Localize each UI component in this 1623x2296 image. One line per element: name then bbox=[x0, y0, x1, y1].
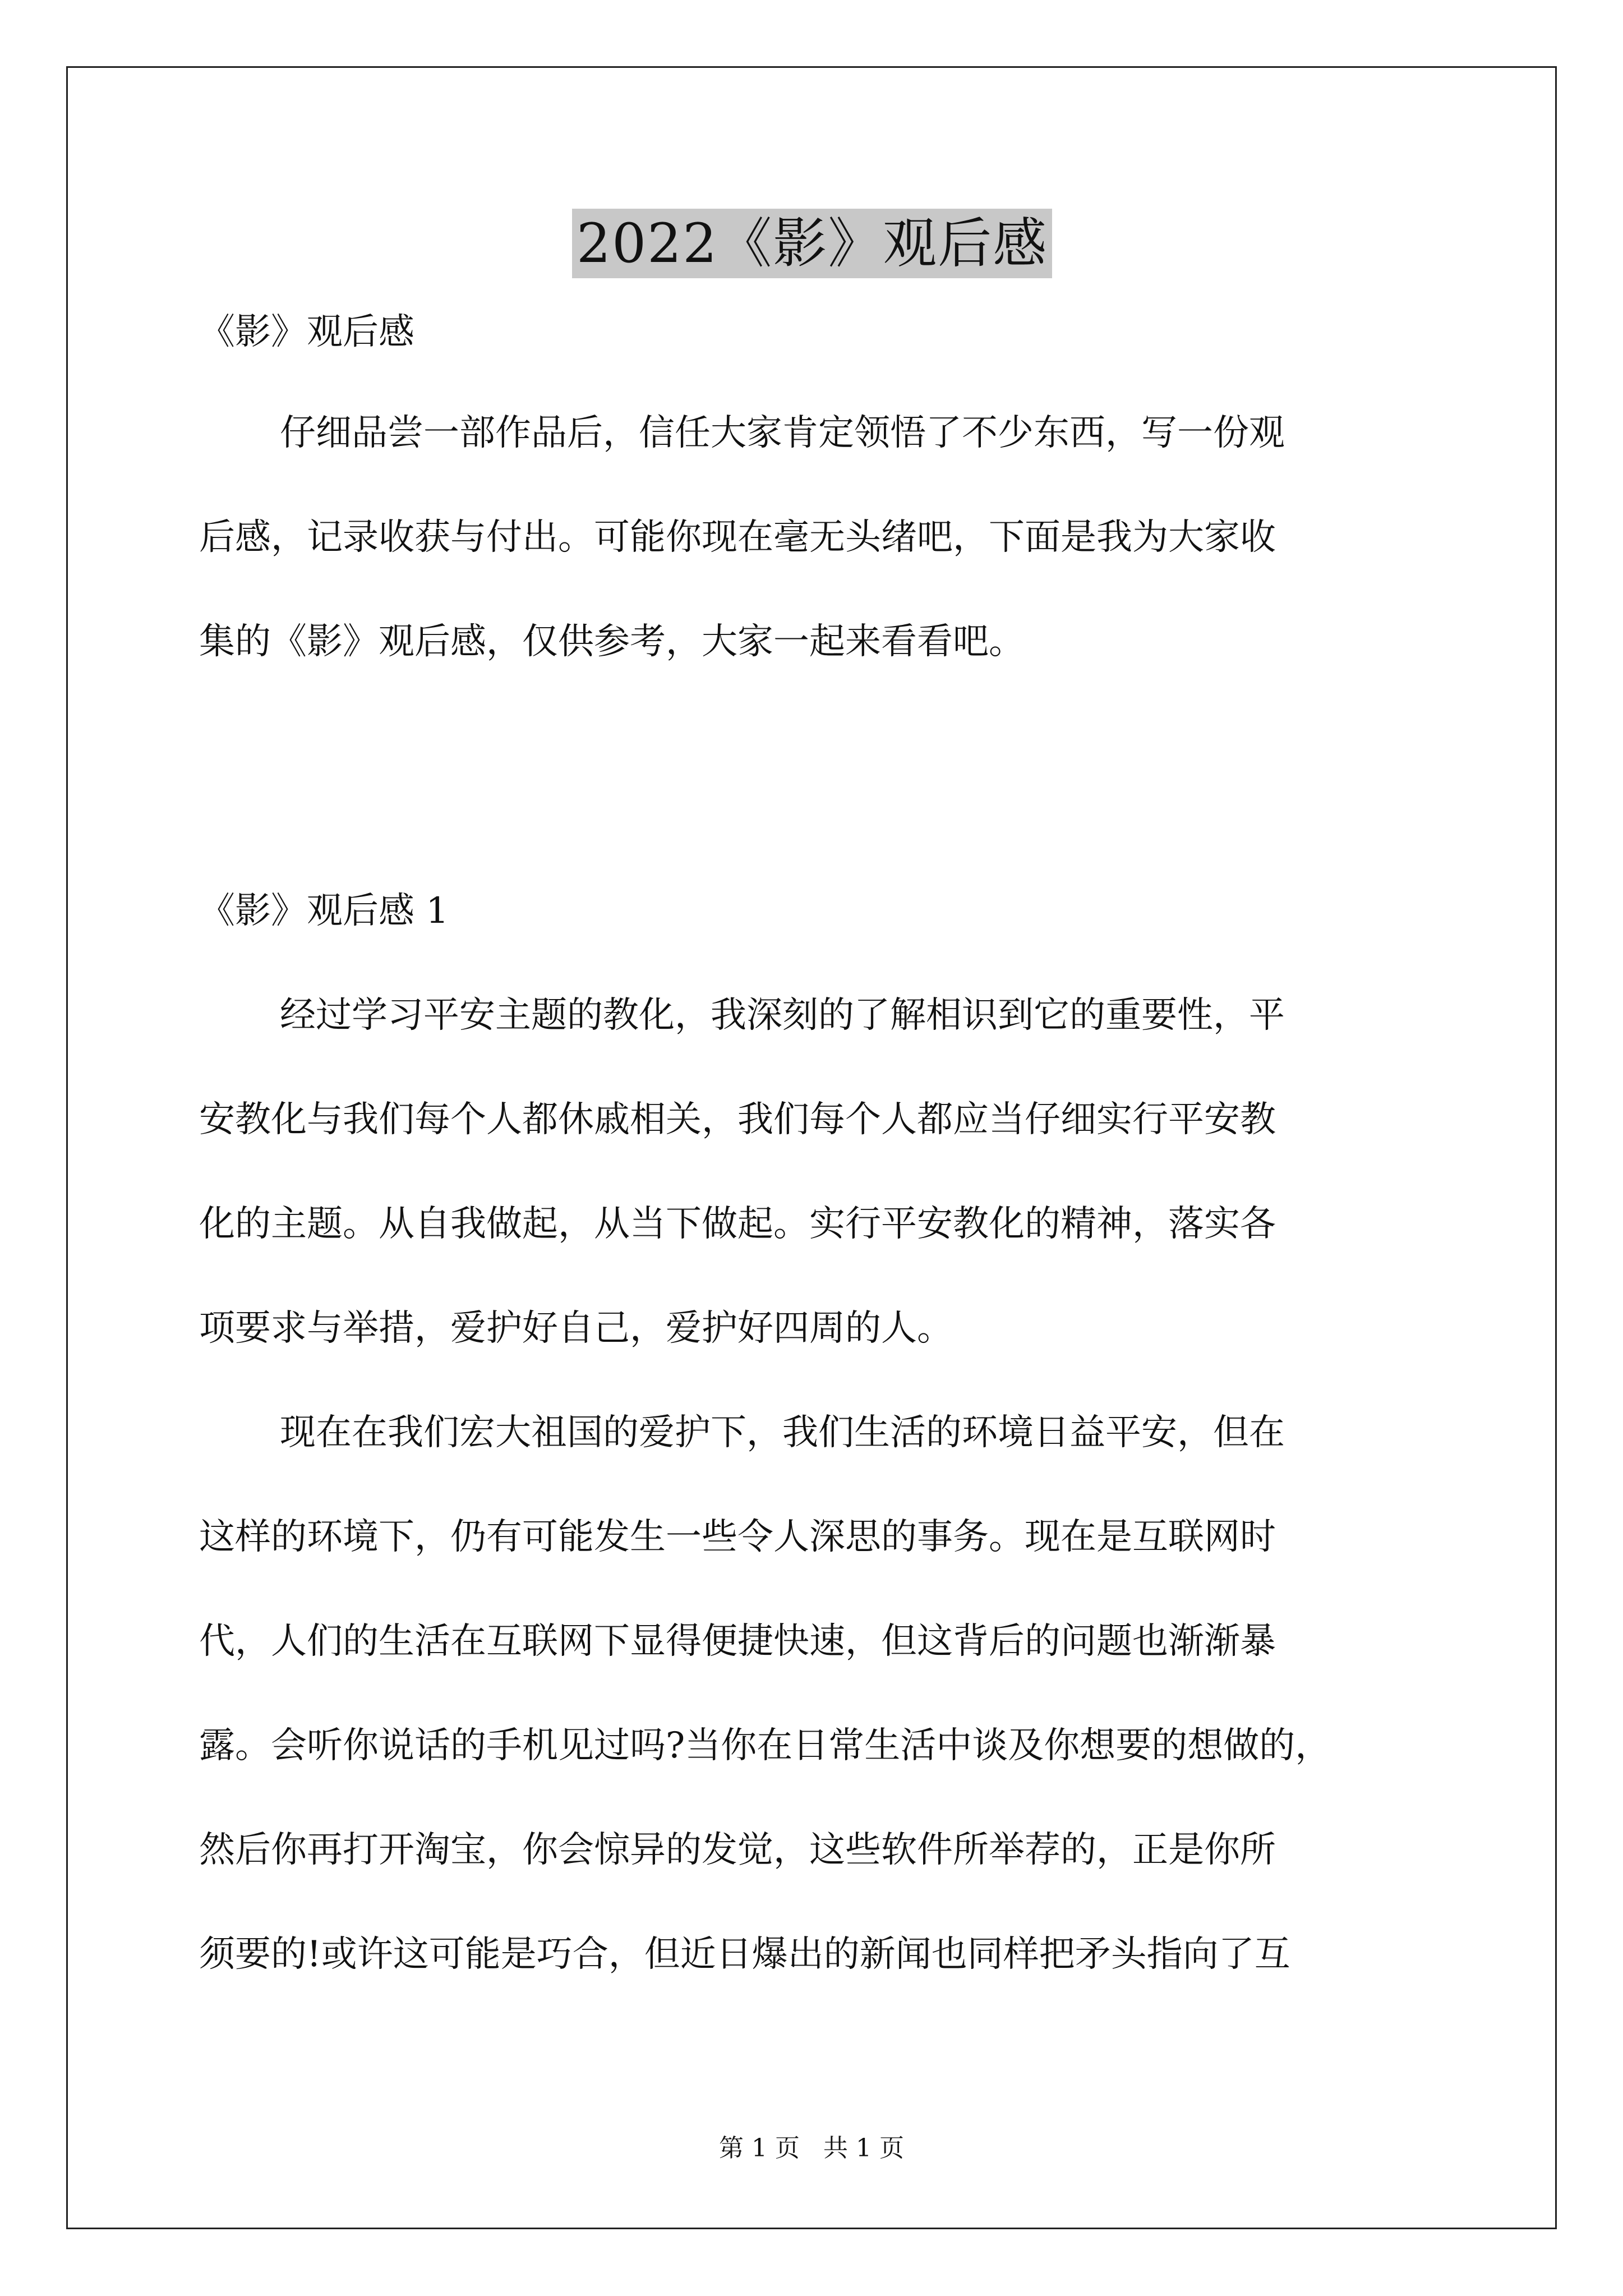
intro-line: 集的《影》观后感，仅供参考，大家一起来看看吧。 bbox=[199, 621, 1025, 662]
intro-heading: 《影》观后感 bbox=[199, 311, 414, 353]
paragraph-line: 化的主题。从自我做起，从当下做起。实行平安教化的精神，落实各 bbox=[199, 1203, 1276, 1245]
page-border bbox=[66, 66, 1557, 2229]
section-heading: 《影》观后感 1 bbox=[199, 890, 449, 932]
paragraph-line: 项要求与举措，爱护好自己，爱护好四周的人。 bbox=[199, 1308, 953, 1349]
paragraph-line: 然后你再打开淘宝，你会惊异的发觉，这些软件所举荐的，正是你所 bbox=[199, 1829, 1276, 1871]
intro-line: 仔细品尝一部作品后，信任大家肯定领悟了不少东西，写一份观 bbox=[280, 412, 1285, 454]
paragraph-line: 这样的环境下，仍有可能发生一些令人深思的事务。现在是互联网时 bbox=[199, 1516, 1276, 1558]
paragraph-line: 经过学习平安主题的教化，我深刻的了解相识到它的重要性，平 bbox=[280, 995, 1285, 1036]
paragraph-line: 露。会听你说话的手机见过吗?当你在日常生活中谈及你想要的想做的， bbox=[199, 1725, 1331, 1766]
paragraph-line: 现在在我们宏大祖国的爱护下，我们生活的环境日益平安，但在 bbox=[280, 1412, 1285, 1453]
intro-line: 后感，记录收获与付出。可能你现在毫无头绪吧，下面是我为大家收 bbox=[199, 517, 1276, 558]
paragraph-line: 代，人们的生活在互联网下显得便捷快速，但这背后的问题也渐渐暴 bbox=[199, 1621, 1276, 1662]
paragraph-line: 安教化与我们每个人都休戚相关，我们每个人都应当仔细实行平安教 bbox=[199, 1099, 1276, 1140]
document-title: 2022《影》观后感 bbox=[572, 209, 1052, 278]
page-footer: 第 1 页 共 1 页 bbox=[719, 2134, 904, 2162]
paragraph-line: 须要的!或许这可能是巧合，但近日爆出的新闻也同样把矛头指向了互 bbox=[199, 1934, 1290, 1975]
